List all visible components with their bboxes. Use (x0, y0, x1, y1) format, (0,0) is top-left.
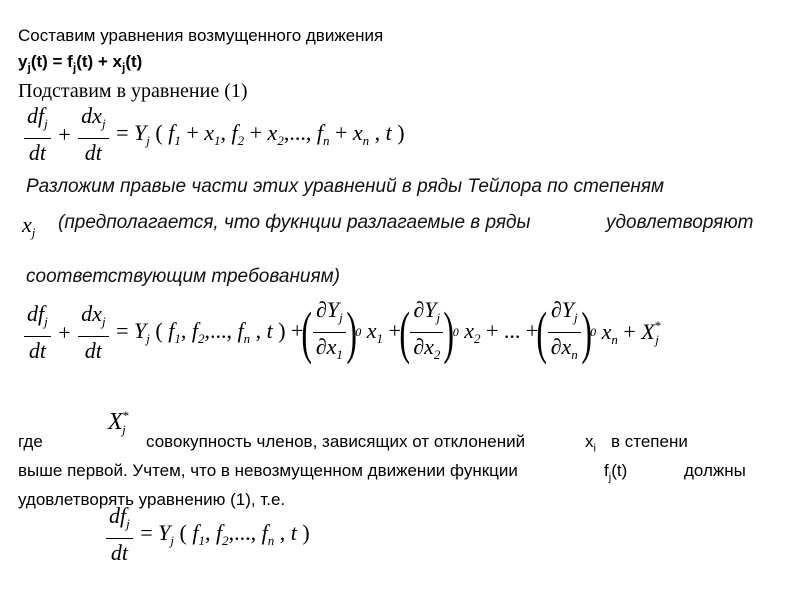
substitute-line: Подставим в уравнение (1) (18, 80, 248, 102)
xi-letter: x (585, 432, 594, 451)
where-label: где (18, 432, 43, 451)
requirements-text: соответствующим требованиям) (26, 266, 340, 287)
assumption-text-end: удовлетворяют (606, 212, 754, 233)
fj-letter: f (604, 461, 609, 480)
equation-unperturbed: $\frac{df_j}{dt}$ = $Y_j$ ( $f_1$, $f_2$,..., $f_n$ , t ) (104, 504, 310, 565)
taylor-expansion-text: Разложим правые части этих уравнений в ряды Тейлора по степеням (26, 176, 665, 197)
intro-line: Составим уравнения возмущенного движения (18, 26, 384, 45)
assumption-text: (предполагается, что фукнции разлагаемые в ряды (58, 212, 531, 233)
higher-order-text: выше первой. Учтем, что в невозмущенном движении функции (18, 461, 518, 480)
xj-symbol: $x_j$ (22, 212, 36, 240)
must-text: должны (684, 461, 746, 480)
where-degree: в степени (611, 432, 688, 451)
equation-substituted: $\frac{df_j}{dt}$ + $\frac{dx_j}{dt}$ = $Y_j$ ( $f_1 + x_1$, $f_2 + x_2$,..., $f_n + x_n$ , t ) (22, 104, 405, 165)
xj-star-symbol: $X^*_j$ (108, 408, 130, 437)
equation-taylor: $\frac{df_j}{dt}$ + $\frac{dx_j}{dt}$ = $Y_j$ ( $f_1$, $f_2$,..., $f_n$ , t ) + ( $\frac{\partial Y_j}{\partial x_1}$ ) 0 $x_1$ + ( $\frac{\partial Y_j}{\partial x_2}$ ) 0 $x_2$ + ... + ( $\frac{\partial Y_j}{\partial x_n}$ ) 0 $x_n + X^*_j$ (22, 298, 659, 367)
where-description: совокупность членов, зависящих от отклонений (146, 432, 526, 451)
perturbed-motion-equation: $y_j(t) = f_j(t) + x_j(t)$ (18, 52, 143, 75)
fj-function: $f_j(t)$ (604, 461, 628, 484)
satisfy-text: удовлетворять уравнению (1), т.е. (18, 490, 286, 509)
xi-symbol: $x_i$ (585, 432, 596, 455)
